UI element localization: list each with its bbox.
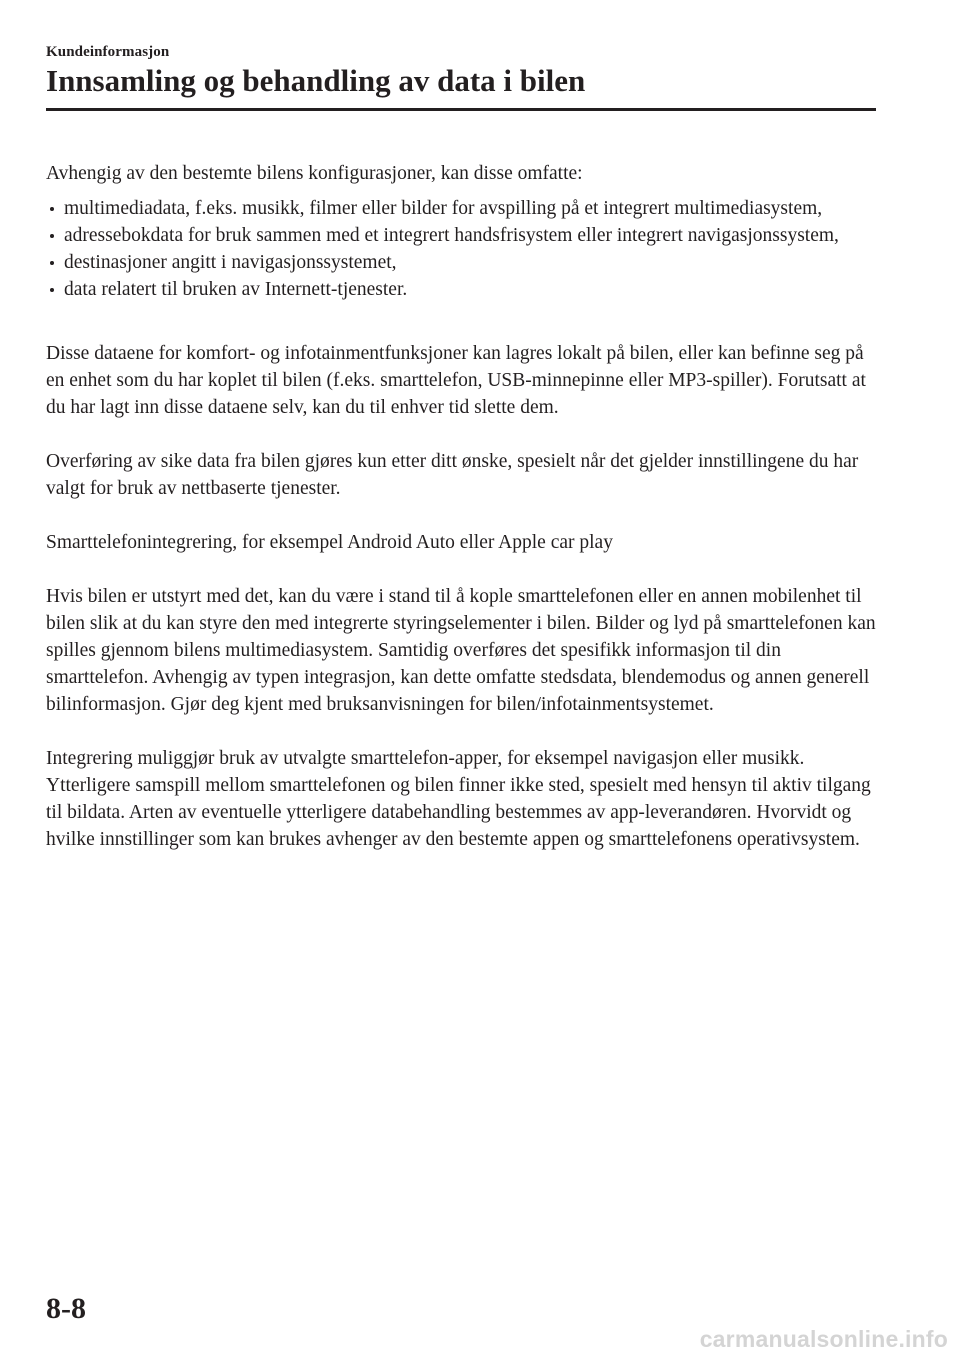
paragraph-integration: Integrering muliggjør bruk av utvalgte smarttelefon-apper, for eksempel navigasjon eller musikk. Ytterligere samspill mellom smarttelefonen og bilen finner ikke sted, spesielt med hensyn til aktiv tilgang til bildata. Arten av eventuelle ytterligere databehandling bestemmes av app-leverandøren. Hvorvidt og hvilke innstillinger som kan brukes avhenger av den bestemte appen og smarttelefonens operativsystem. xyxy=(46,748,871,850)
bullet-icon xyxy=(50,234,54,238)
bullet-icon xyxy=(50,207,54,211)
watermark: carmanualsonline.info xyxy=(699,1326,948,1352)
paragraph-smartphone-connection: Hvis bilen er utstyrt med det, kan du være i stand til å kople smarttelefonen eller en annen mobilenhet til bilen slik at du kan styre den med integrerte styringselementer i bilen. Bilder og lyd på smarttelefonen kan spilles gjennom bilens multimediasystem. Samtidig overføres det spesifikk informasjon til din smarttelefon. Avhengig av typen integrasjon, kan dette omfatte stedsdata, blendemodus og annen generell bilinformasjon. Gjør deg kjent med bruksanvisningen for bilen/infotainmentsystemet. xyxy=(46,586,876,715)
bullet-icon xyxy=(50,288,54,292)
intro-paragraph: Avhengig av den bestemte bilens konfigurasjoner, kan disse omfatte: xyxy=(46,163,583,184)
body-content xyxy=(46,160,886,853)
list-item xyxy=(46,249,886,276)
paragraph-transfer: Overføring av sike data fra bilen gjøres kun etter ditt ønske, spesielt når det gjelder innstillingene du har valgt for bruk av nettbaserte tjenester. xyxy=(46,451,859,499)
bullet-icon xyxy=(50,261,54,265)
list-item xyxy=(46,222,886,249)
list-item-text: adressebokdata for bruk sammen med et integrert handsfrisystem eller integrert navigasjonssystem, xyxy=(64,225,839,246)
list-item-text: destinasjoner angitt i navigasjonssystemet, xyxy=(64,252,397,273)
list-item-text: multimediadata, f.eks. musikk, filmer eller bilder for avspilling på et integrert multimediasystem, xyxy=(64,198,823,219)
page-title: Innsamling og behandling av data i bilen xyxy=(46,63,586,98)
list-item-text: data relatert til bruken av Internett-tjenester. xyxy=(64,279,408,300)
title-divider xyxy=(46,108,876,111)
page-number: 8-8 xyxy=(46,1292,86,1325)
list-item xyxy=(46,276,886,303)
paragraph-storage: Disse dataene for komfort- og infotainmentfunksjoner kan lagres lokalt på bilen, eller kan befinne seg på en enhet som du har koplet til bilen (f.eks. smarttelefon, USB-minnepinne eller MP3-spiller). Forutsatt at du har lagt inn disse dataene selv, kan du til enhver tid slette dem. xyxy=(46,343,866,418)
section-label: Kundeinformasjon xyxy=(46,44,170,60)
data-types-list xyxy=(46,195,886,303)
paragraph-smartphone-heading: Smarttelefonintegrering, for eksempel Android Auto eller Apple car play xyxy=(46,532,613,553)
list-item xyxy=(46,195,886,222)
